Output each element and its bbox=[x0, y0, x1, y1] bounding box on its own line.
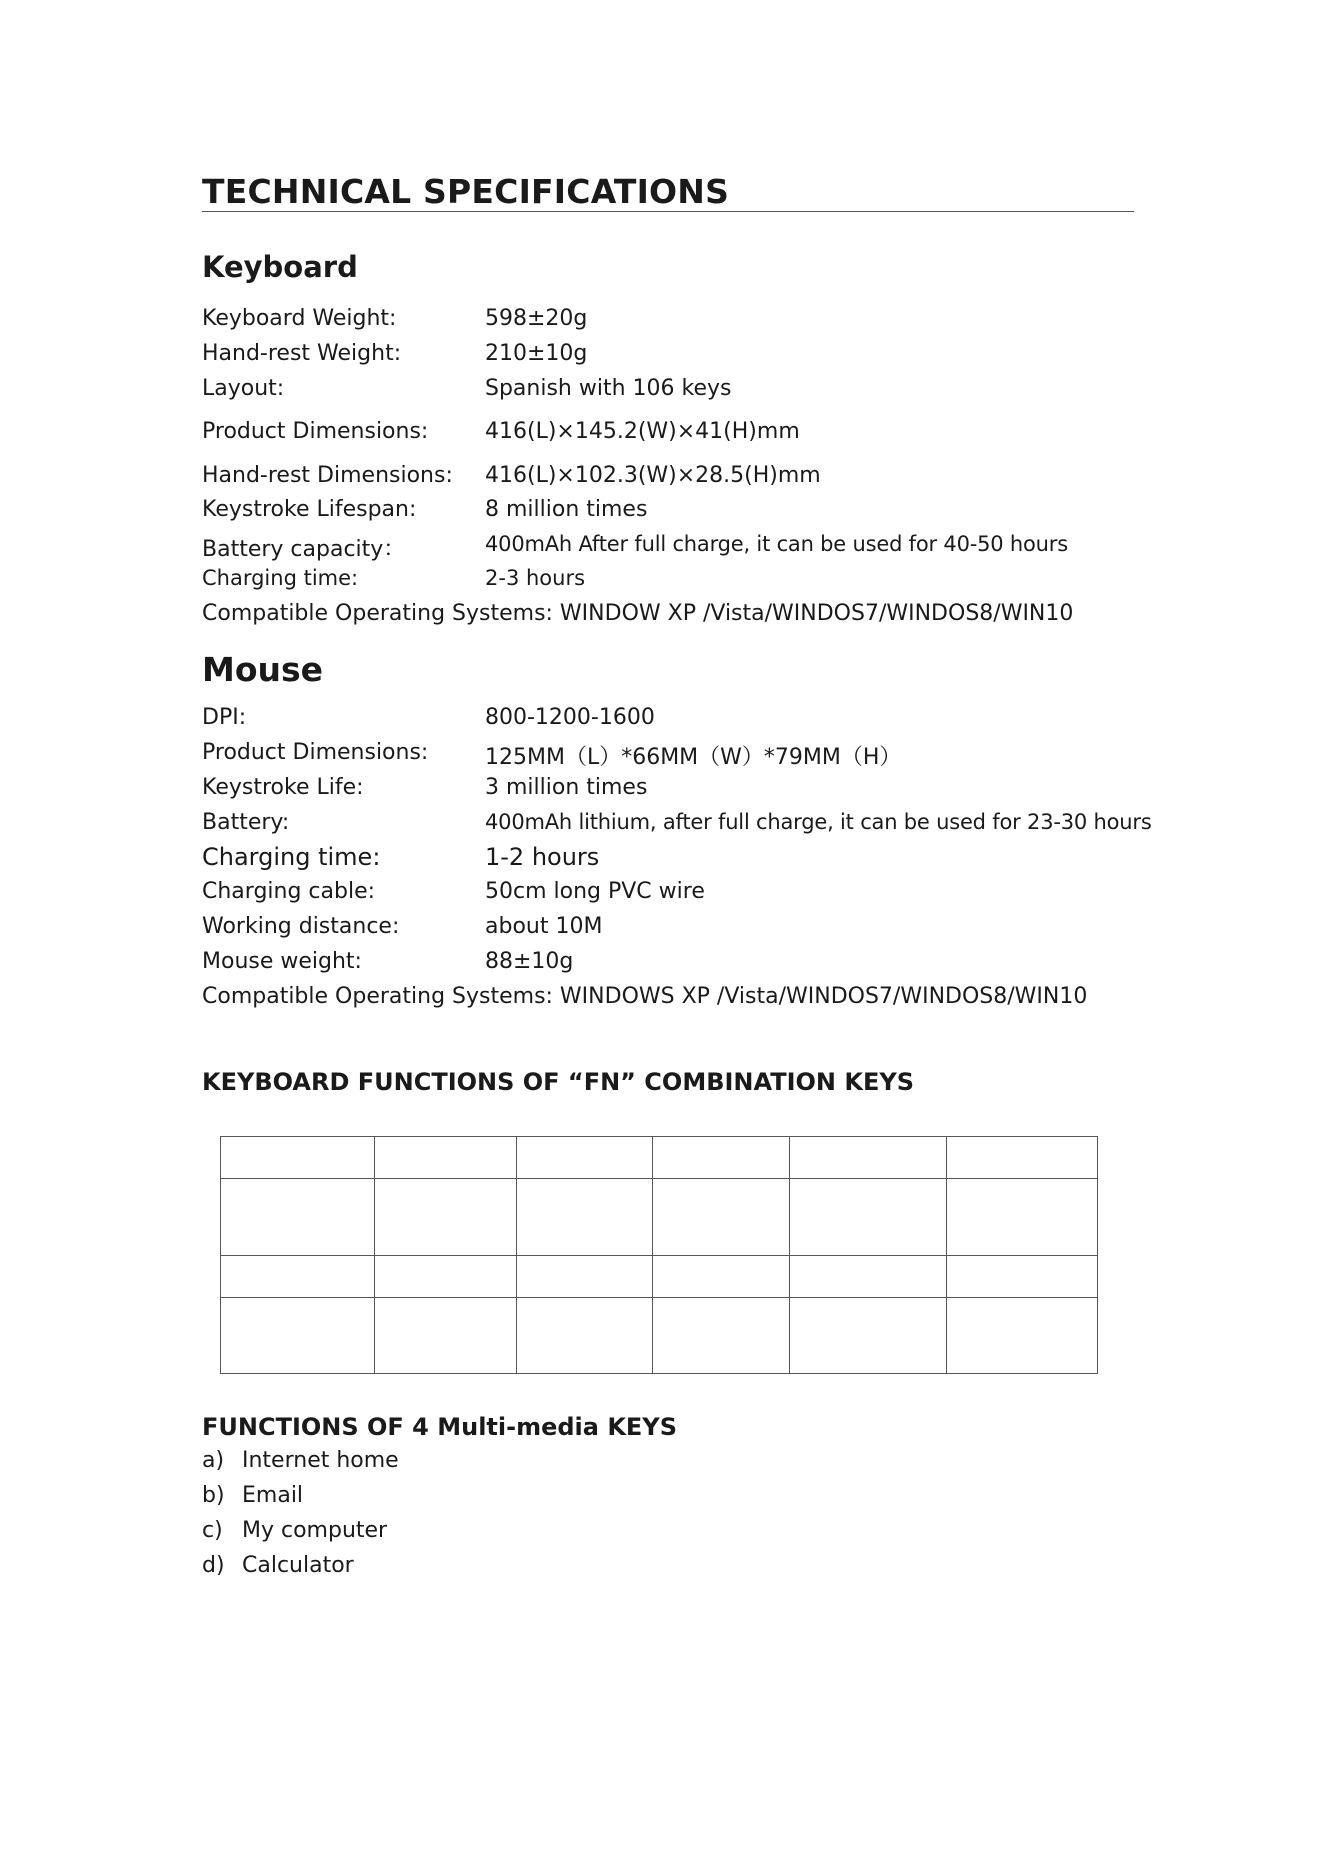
spec-label: Hand-rest Dimensions: bbox=[202, 463, 453, 488]
table-cell bbox=[947, 1179, 1098, 1256]
table-cell bbox=[947, 1256, 1098, 1298]
table-cell bbox=[653, 1256, 790, 1298]
spec-value: 2-3 hours bbox=[485, 566, 586, 590]
spec-label: Keystroke Lifespan: bbox=[202, 497, 417, 522]
list-marker: c) bbox=[202, 1518, 223, 1543]
table-cell bbox=[517, 1256, 653, 1298]
table-cell bbox=[517, 1179, 653, 1256]
table-cell bbox=[790, 1256, 947, 1298]
table-cell bbox=[790, 1298, 947, 1374]
list-item-text: My computer bbox=[242, 1518, 388, 1543]
spec-value: 125MM（L）*66MM（W）*79MM（H） bbox=[485, 745, 902, 770]
table-cell bbox=[375, 1256, 517, 1298]
spec-label: Charging time: bbox=[202, 566, 359, 590]
table-cell bbox=[947, 1137, 1098, 1179]
table-row bbox=[221, 1179, 1098, 1256]
table-cell bbox=[947, 1298, 1098, 1374]
spec-label: DPI: bbox=[202, 705, 247, 730]
table-cell bbox=[375, 1179, 517, 1256]
spec-label: Product Dimensions: bbox=[202, 740, 429, 765]
list-item-text: Calculator bbox=[242, 1553, 354, 1578]
multimedia-keys-heading: FUNCTIONS OF 4 Multi-media KEYS bbox=[202, 1413, 677, 1441]
table-row bbox=[221, 1137, 1098, 1179]
spec-value: 800-1200-1600 bbox=[485, 705, 655, 730]
spec-value: 416(L)×145.2(W)×41(H)mm bbox=[485, 419, 800, 444]
list-item-text: Email bbox=[242, 1483, 304, 1508]
table-cell bbox=[653, 1179, 790, 1256]
list-marker: a) bbox=[202, 1448, 225, 1473]
table-cell bbox=[517, 1137, 653, 1179]
spec-value: 400mAh lithium, after full charge, it can be used for 23-30 hours bbox=[485, 810, 1152, 834]
table-cell bbox=[653, 1298, 790, 1374]
table-cell bbox=[221, 1137, 375, 1179]
table-cell bbox=[221, 1256, 375, 1298]
fn-keys-table bbox=[220, 1136, 1098, 1374]
table-cell bbox=[653, 1137, 790, 1179]
spec-label: Charging time: bbox=[202, 843, 381, 871]
spec-label: Layout: bbox=[202, 376, 285, 401]
spec-value: about 10M bbox=[485, 914, 603, 939]
spec-label: Keystroke Life: bbox=[202, 775, 364, 800]
mouse-heading: Mouse bbox=[202, 650, 324, 689]
keyboard-heading: Keyboard bbox=[202, 250, 358, 284]
table-row bbox=[221, 1256, 1098, 1298]
spec-value: 8 million times bbox=[485, 497, 648, 522]
spec-label: Hand-rest Weight: bbox=[202, 341, 402, 366]
table-cell bbox=[790, 1137, 947, 1179]
table-cell bbox=[375, 1137, 517, 1179]
list-marker: b) bbox=[202, 1483, 225, 1508]
spec-value: 50cm long PVC wire bbox=[485, 879, 705, 904]
spec-label: Battery capacity： bbox=[202, 537, 406, 562]
table-cell bbox=[517, 1298, 653, 1374]
page-title: TECHNICAL SPECIFICATIONS bbox=[202, 172, 730, 211]
table-cell bbox=[221, 1179, 375, 1256]
spec-label: Charging cable: bbox=[202, 879, 376, 904]
spec-label: Mouse weight: bbox=[202, 949, 362, 974]
spec-value: 210±10g bbox=[485, 341, 588, 366]
spec-value: 598±20g bbox=[485, 306, 588, 331]
mouse-compatible-os: Compatible Operating Systems: WINDOWS XP /Vista/WINDOS7/WINDOS8/WIN10 bbox=[202, 984, 1088, 1009]
spec-value: Spanish with 106 keys bbox=[485, 376, 732, 401]
spec-label: Battery: bbox=[202, 810, 290, 835]
spec-value: 88±10g bbox=[485, 949, 574, 974]
spec-value: 1-2 hours bbox=[485, 843, 600, 871]
fn-keys-heading: KEYBOARD FUNCTIONS OF “FN” COMBINATION KEYS bbox=[202, 1068, 915, 1096]
spec-value: 400mAh After full charge, it can be used for 40-50 hours bbox=[485, 532, 1068, 556]
list-marker: d) bbox=[202, 1553, 225, 1578]
spec-label: Working distance: bbox=[202, 914, 400, 939]
spec-label: Keyboard Weight: bbox=[202, 306, 397, 331]
keyboard-compatible-os: Compatible Operating Systems: WINDOW XP /Vista/WINDOS7/WINDOS8/WIN10 bbox=[202, 601, 1074, 626]
table-cell bbox=[790, 1179, 947, 1256]
spec-label: Product Dimensions: bbox=[202, 419, 429, 444]
table-row bbox=[221, 1298, 1098, 1374]
table-cell bbox=[221, 1298, 375, 1374]
title-underline bbox=[202, 211, 1134, 212]
spec-value: 3 million times bbox=[485, 775, 648, 800]
list-item-text: Internet home bbox=[242, 1448, 399, 1473]
spec-value: 416(L)×102.3(W)×28.5(H)mm bbox=[485, 463, 821, 488]
table-cell bbox=[375, 1298, 517, 1374]
